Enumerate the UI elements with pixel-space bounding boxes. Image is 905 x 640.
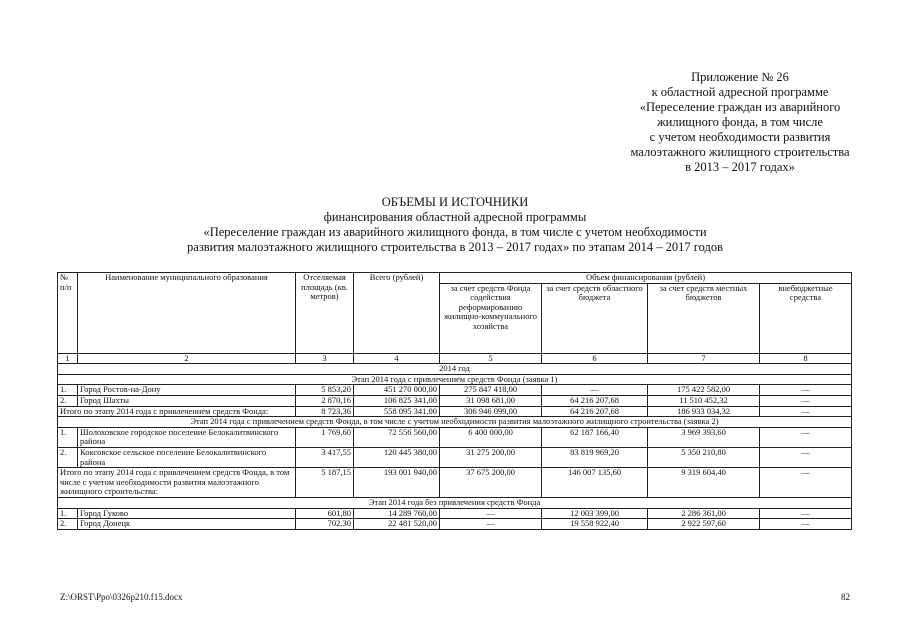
row-number: 2. <box>58 395 78 406</box>
local-value: 2 922 597,60 <box>648 519 760 530</box>
appendix-line: Приложение № 26 <box>691 70 789 84</box>
col-number: 8 <box>760 353 852 364</box>
area-value: 702,30 <box>296 519 354 530</box>
header-fund: за счет средств Фонда содействия реформированию жилищно-коммунального хозяйства <box>440 283 542 353</box>
table-row <box>58 447 852 467</box>
fund-value: — <box>440 508 542 519</box>
appendix-line: в 2013 – 2017 годах» <box>685 160 795 174</box>
offbudget-value: — <box>760 468 852 498</box>
total-value: 106 825 341,00 <box>354 395 440 406</box>
col-number: 1 <box>58 353 78 364</box>
appendix-header <box>560 70 905 175</box>
header-local: за счет средств местных бюджетов <box>648 283 760 353</box>
local-value: 3 969 393,60 <box>648 427 760 447</box>
table-row <box>58 385 852 396</box>
col-number: 4 <box>354 353 440 364</box>
table-row <box>58 519 852 530</box>
col-number: 5 <box>440 353 542 364</box>
regional-value: — <box>542 385 648 396</box>
section-row <box>58 417 852 428</box>
header-row <box>58 273 852 284</box>
regional-value: 19 558 922,40 <box>542 519 648 530</box>
regional-value: 64 216 207,68 <box>542 406 648 417</box>
appendix-line: с учетом необходимости развития <box>649 130 831 144</box>
header-num: № п/п <box>58 273 78 354</box>
title-line: финансирования областной адресной программы <box>323 210 587 224</box>
local-value: 9 319 604,40 <box>648 468 760 498</box>
total-value: 451 270 000,00 <box>354 385 440 396</box>
offbudget-value: — <box>760 519 852 530</box>
fund-value: 37 675 200,00 <box>440 468 542 498</box>
fund-value: 275 847 418,00 <box>440 385 542 396</box>
regional-value: 83 819 969,20 <box>542 447 648 467</box>
table-row <box>58 395 852 406</box>
total-value: 22 481 520,00 <box>354 519 440 530</box>
section-title: Этап 2014 года без привлечения средств Фонда <box>58 497 852 508</box>
total-row <box>58 468 852 498</box>
area-value: 5 853,20 <box>296 385 354 396</box>
fund-value: 31 275 200,00 <box>440 447 542 467</box>
offbudget-value: — <box>760 508 852 519</box>
total-value: 120 445 380,00 <box>354 447 440 467</box>
local-value: 186 933 034,32 <box>648 406 760 417</box>
local-value: 2 286 361,00 <box>648 508 760 519</box>
year-label: 2014 год <box>58 364 852 375</box>
total-value: 193 001 940,00 <box>354 468 440 498</box>
row-number: 1. <box>58 427 78 447</box>
regional-value: 146 007 135,60 <box>542 468 648 498</box>
municipality-name: Город Гуково <box>78 508 296 519</box>
local-value: 175 422 582,00 <box>648 385 760 396</box>
municipality-name: Шолоховское городское поселение Белокалитвинского района <box>78 427 296 447</box>
row-number: 2. <box>58 519 78 530</box>
offbudget-value: — <box>760 406 852 417</box>
regional-value: 64 216 207,68 <box>542 395 648 406</box>
appendix-line: к областной адресной программе <box>651 85 829 99</box>
regional-value: 12 003 399,00 <box>542 508 648 519</box>
area-value: 3 417,55 <box>296 447 354 467</box>
header-name: Наименование муниципального образования <box>78 273 296 354</box>
offbudget-value: — <box>760 385 852 396</box>
funding-table <box>57 272 852 530</box>
header-funding: Объем финансирования (рублей) <box>440 273 852 284</box>
offbudget-value: — <box>760 427 852 447</box>
area-value: 5 187,15 <box>296 468 354 498</box>
municipality-name: Город Донецк <box>78 519 296 530</box>
title-line: ОБЪЕМЫ И ИСТОЧНИКИ <box>381 195 529 209</box>
total-label: Итого по этапу 2014 года с привлечением средств Фонда, в том числе с учетом необходимости развития малоэтажного жилищного строительства: <box>58 468 296 498</box>
table-row <box>58 427 852 447</box>
regional-value: 62 187 166,40 <box>542 427 648 447</box>
fund-value: 306 946 099,00 <box>440 406 542 417</box>
footer-file-path: Z:\ORST\Ppo\0326p210.f15.docx <box>60 592 183 602</box>
fund-value: 31 098 681,00 <box>440 395 542 406</box>
area-value: 1 769,60 <box>296 427 354 447</box>
col-number: 3 <box>296 353 354 364</box>
title-line: «Переселение граждан из аварийного жилищного фонда, в том числе с учетом необходимости <box>203 225 707 239</box>
col-number: 2 <box>78 353 296 364</box>
appendix-line: жилищного фонда, в том числе <box>657 115 823 129</box>
area-value: 2 870,16 <box>296 395 354 406</box>
header-total: Всего (рублей) <box>354 273 440 354</box>
municipality-name: Город Ростов-на-Дону <box>78 385 296 396</box>
local-value: 11 510 452,32 <box>648 395 760 406</box>
offbudget-value: — <box>760 447 852 467</box>
section-row <box>58 374 852 385</box>
page-number: 82 <box>841 592 850 602</box>
table-row <box>58 508 852 519</box>
row-number: 1. <box>58 385 78 396</box>
total-value: 558 095 341,00 <box>354 406 440 417</box>
title-line: развития малоэтажного жилищного строительства в 2013 – 2017 годах» по этапам 2014 – 2017 годов <box>187 240 723 254</box>
appendix-line: «Переселение граждан из аварийного <box>639 100 841 114</box>
total-label: Итого по этапу 2014 года с привлечением средств Фонда: <box>58 406 296 417</box>
offbudget-value: — <box>760 395 852 406</box>
year-row <box>58 364 852 375</box>
header-regional: за счет средств областного бюджета <box>542 283 648 353</box>
area-value: 8 723,36 <box>296 406 354 417</box>
section-title: Этап 2014 года с привлечением средств Фонда (заявка 1) <box>58 374 852 385</box>
header-offbudget: внебюджетные средства <box>760 283 852 353</box>
section-row <box>58 497 852 508</box>
header-area: Отселяемая площадь (кв. метров) <box>296 273 354 354</box>
total-row <box>58 406 852 417</box>
row-number: 1. <box>58 508 78 519</box>
col-number: 7 <box>648 353 760 364</box>
municipality-name: Коксовское сельское поселение Белокалитвинского района <box>78 447 296 467</box>
total-value: 14 289 760,00 <box>354 508 440 519</box>
area-value: 601,80 <box>296 508 354 519</box>
fund-value: 6 400 000,00 <box>440 427 542 447</box>
col-number: 6 <box>542 353 648 364</box>
row-number: 2. <box>58 447 78 467</box>
appendix-line: малоэтажного жилищного строительства <box>630 145 850 159</box>
column-number-row <box>58 353 852 364</box>
fund-value: — <box>440 519 542 530</box>
total-value: 72 556 560,00 <box>354 427 440 447</box>
document-title <box>60 195 850 255</box>
municipality-name: Город Шахты <box>78 395 296 406</box>
section-title: Этап 2014 года с привлечением средств Фонда, в том числе с учетом необходимости развития малоэтажного жилищного строительства (заявка 2) <box>58 417 852 428</box>
local-value: 5 350 210,80 <box>648 447 760 467</box>
